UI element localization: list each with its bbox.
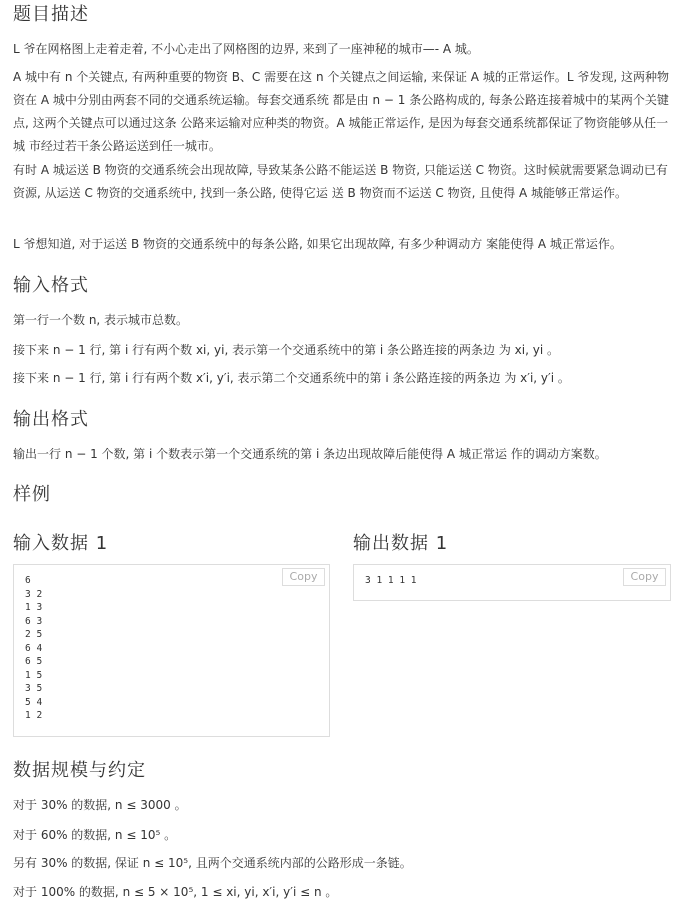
sample-input-title: 输入数据 1 [13,533,109,554]
output-format-line: 输出一行 n − 1 个数, 第 i 个数表示第一个交通系统的第 i 条边出现故障后能使得 A 城正常运 作的调动方案数。 [13,447,607,461]
section-title-description: 题目描述 [13,4,89,25]
section-title-sample: 样例 [13,484,51,505]
section-title-input: 输入格式 [13,275,89,296]
description-paragraph: A 城中有 n 个关键点, 有两种重要的物资 B、C 需要在这 n 个关键点之间运输, 来保证 A 城的正常运作。L 爷发现, 这两种物资在 A 城中分别由两套不同的交通系统运输。每套交通系统 都是由 n − 1 条公路构成的, 每条公路连接着城中的某两个关键点, 这两个关键点可以通过这条 公路来运输对应种类的物资。A 城能正常运作, 是因为每套交通系统都保证了物资能够从任一城 市经过若干条公路运送到任一城市。 [13,70,669,153]
sample-output-code[interactable]: 3 1 1 1 1 [365,575,417,586]
input-format-line: 接下来 n − 1 行, 第 i 行有两个数 x′i, y′i, 表示第二个交通系统中的第 i 条公路连接的两条边 为 x′i, y′i 。 [13,371,570,385]
constraint-line: 对于 30% 的数据, n ≤ 3000 。 [13,798,187,812]
constraint-line: 对于 60% 的数据, n ≤ 10⁵ 。 [13,828,177,842]
sample-output-box[interactable] [353,564,671,601]
description-paragraph: L 爷在网格图上走着走着, 不小心走出了网格图的边界, 来到了一座神秘的城市—- A 城。 [13,42,479,56]
section-title-constraints: 数据规模与约定 [13,760,146,781]
input-format-line: 第一行一个数 n, 表示城市总数。 [13,313,189,327]
sample-output-title: 输出数据 1 [353,533,449,554]
copy-output-button[interactable]: Copy [623,568,666,586]
input-format-line: 接下来 n − 1 行, 第 i 行有两个数 xi, yi, 表示第一个交通系统中的第 i 条公路连接的两条边 为 xi, yi 。 [13,343,559,357]
section-title-output: 输出格式 [13,409,89,430]
description-paragraph: L 爷想知道, 对于运送 B 物资的交通系统中的每条公路, 如果它出现故障, 有多少种调动方 案能使得 A 城正常运作。 [13,237,622,251]
sample-input-code[interactable]: 6 3 2 1 3 6 3 2 5 6 4 6 5 1 5 3 5 5 4 1 2 [25,575,43,721]
copy-input-button[interactable]: Copy [282,568,325,586]
description-paragraph: 有时 A 城运送 B 物资的交通系统会出现故障, 导致某条公路不能运送 B 物资, 只能运送 C 物资。这时候就需要紧急调动已有资源, 从运送 C 物资的交通系统中, 找到一条公路, 使得它运 送 B 物资而不运送 C 物资, 且使得 A 城能够正常运作。 [13,163,668,200]
constraint-line: 另有 30% 的数据, 保证 n ≤ 10⁵, 且两个交通系统内部的公路形成一条链。 [13,856,412,870]
sample-input-box[interactable] [13,564,330,737]
constraint-line: 对于 100% 的数据, n ≤ 5 × 10⁵, 1 ≤ xi, yi, x′i, y′i ≤ n 。 [13,885,338,899]
